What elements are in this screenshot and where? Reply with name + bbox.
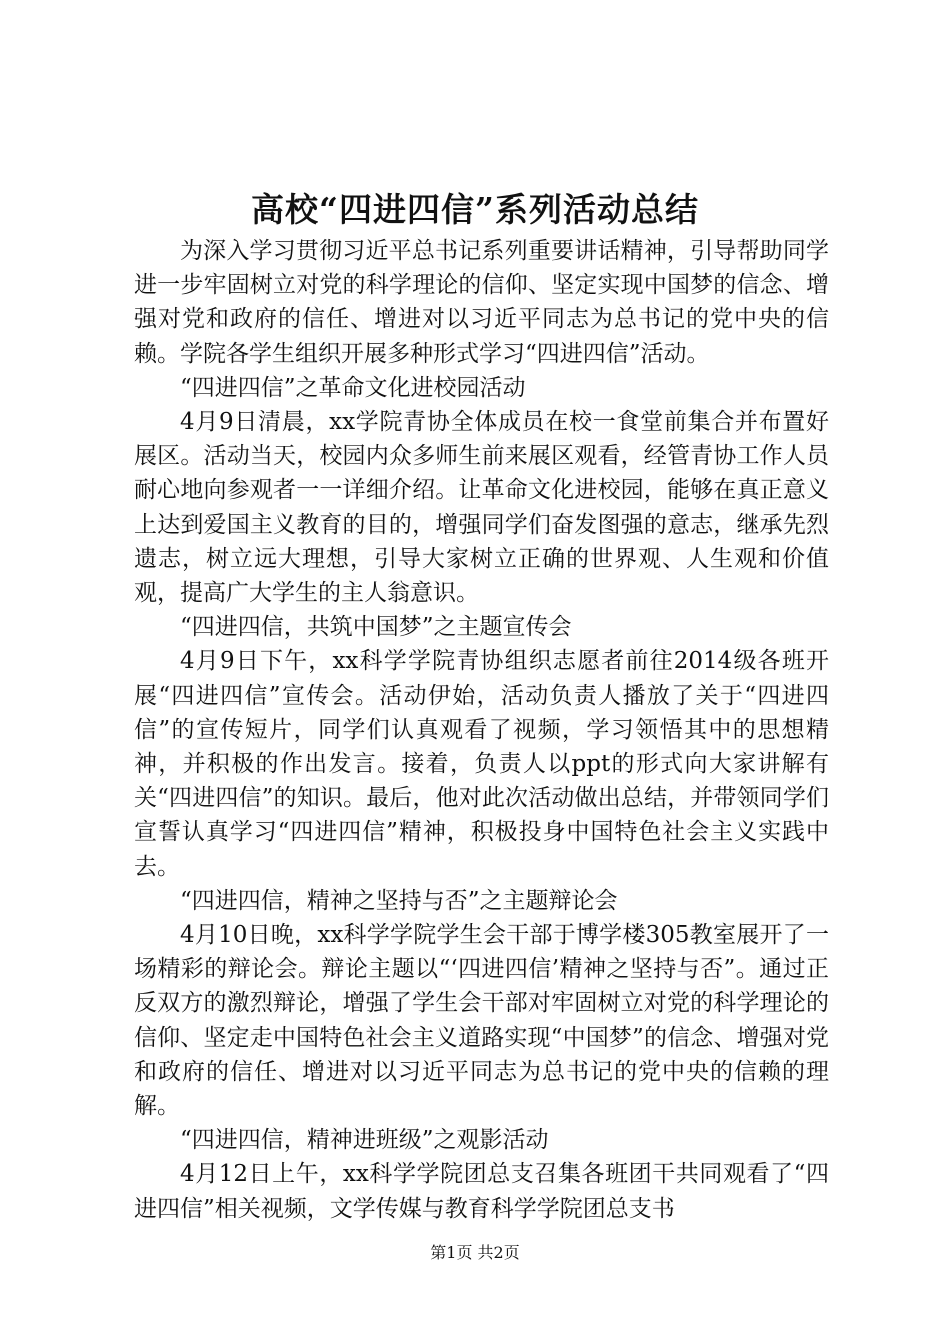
body-paragraph-publicity-meeting: 4月9日下午，xx科学学院青协组织志愿者前往2014级各班开展“四进四信”宣传会。活动伊始，活动负责人播放了关于“四进四信”的宣传短片，同学们认真观看了视频，学习领悟其中的思想精神，并积极的作出发言。接着，负责人以ppt的形式向大家讲解有关“四进四信”的知识。最后，他对此次活动做出总结，并带领同学们宣誓认真学习“四进四信”精神，积极投身中国特色社会主义实践中去。 <box>134 648 829 880</box>
section-heading-debate: “四进四信，精神之坚持与否”之主题辩论会 <box>180 887 618 914</box>
intro-paragraph: 为深入学习贯彻习近平总书记系列重要讲话精神，引导帮助同学进一步牢固树立对党的科学理论的信仰、坚定实现中国梦的信念、增强对党和政府的信任、增进对以习近平同志为总书记的党中央的信赖。学院各学生组织开展多种形式学习“四进四信”活动。 <box>134 238 829 367</box>
document-body <box>134 234 829 1226</box>
body-paragraph-film-viewing: 4月12日上午，xx科学学院团总支召集各班团干共同观看了“四进四信”相关视频，文学传媒与教育科学学院团总支书 <box>134 1161 829 1222</box>
page-number: 第1页 共2页 <box>430 1243 520 1262</box>
body-paragraph-revolution-culture: 4月9日清晨，xx学院青协全体成员在校一食堂前集合并布置好展区。活动当天，校园内众多师生前来展区观看，经管青协工作人员耐心地向参观者一一详细介绍。让革命文化进校园，能够在真正意义上达到爱国主义教育的目的，增强同学们奋发图强的意志，继承先烈遗志，树立远大理想，引导大家树立正确的世界观、人生观和价值观，提高广大学生的主人翁意识。 <box>134 409 829 607</box>
body-paragraph-debate: 4月10日晚，xx科学学院学生会干部于博学楼305教室展开了一场精彩的辩论会。辩论主题以“‘四进四信’精神之坚持与否”。通过正反双方的激烈辩论，增强了学生会干部对牢固树立对党的科学理论的信仰、坚定走中国特色社会主义道路实现“中国梦”的信念、增强对党和政府的信任、增进对以习近平同志为总书记的党中央的信赖的理解。 <box>134 922 829 1120</box>
section-heading-publicity-meeting: “四进四信，共筑中国梦”之主题宣传会 <box>180 614 572 641</box>
document-title: 高校“四进四信”系列活动总结 <box>251 190 699 229</box>
section-heading-revolution-culture: “四进四信”之革命文化进校园活动 <box>180 374 526 401</box>
section-heading-film-viewing: “四进四信，精神进班级”之观影活动 <box>180 1127 549 1154</box>
